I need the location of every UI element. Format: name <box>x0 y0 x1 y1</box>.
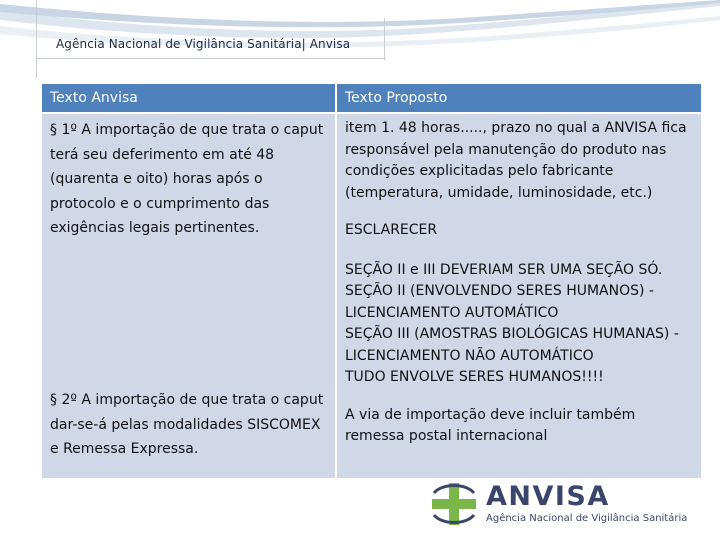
paragraph-2: § 2º A importação de que trata o caput dar-se-á pelas modalidades SISCOMEX e Remessa Expressa. <box>50 392 324 457</box>
header-underline <box>36 58 386 59</box>
column-header-texto-proposto: Texto Proposto <box>337 84 701 112</box>
anvisa-cross-icon <box>428 481 480 527</box>
secao-line: TUDO ENVOLVE SERES HUMANOS!!!! <box>345 369 604 385</box>
secao-line: SEÇÃO III (AMOSTRAS BIOLÓGICAS HUMANAS) - LICENCIAMENTO NÃO AUTOMÁTICO <box>345 326 679 364</box>
secao-line: SEÇÃO II e III DEVERIAM SER UMA SEÇÃO SÓ. <box>345 261 663 278</box>
proposal-esclarecer: ESCLARECER <box>345 222 438 238</box>
paragraph-1: § 1º A importação de que trata o caput terá seu deferimento em até 48 (quarenta e oito) horas após o protocolo e o cumprimento das exigências legais pertinentes. <box>50 122 324 236</box>
cell-texto-proposto <box>337 114 701 478</box>
column-header-texto-anvisa: Texto Anvisa <box>42 84 335 112</box>
cell-texto-anvisa <box>42 114 335 478</box>
secao-line: SEÇÃO II (ENVOLVENDO SERES HUMANOS) - LICENCIAMENTO AUTOMÁTICO <box>345 283 654 321</box>
header-swoosh-decoration <box>0 0 720 70</box>
table-body-row <box>42 114 701 478</box>
header-vertical-rule-right <box>384 18 385 60</box>
anvisa-logo <box>428 481 698 529</box>
proposal-secoes <box>345 260 695 389</box>
logo-wordmark: ANVISA <box>486 481 610 512</box>
proposal-via-importacao: A via de importação deve incluir também remessa postal internacional <box>345 406 636 444</box>
logo-subtitle: Agência Nacional de Vigilância Sanitária <box>486 513 688 524</box>
proposal-item-1: item 1. 48 horas....., prazo no qual a ANVISA fica responsável pela manutenção do produto nas condições explicitadas pelo fabricante (temperatura, umidade, luminosidade, etc.) <box>345 120 687 201</box>
header-vertical-rule <box>36 0 37 78</box>
page-header-title: Agência Nacional de Vigilância Sanitária| Anvisa <box>56 37 351 51</box>
table-header-row <box>42 84 701 112</box>
